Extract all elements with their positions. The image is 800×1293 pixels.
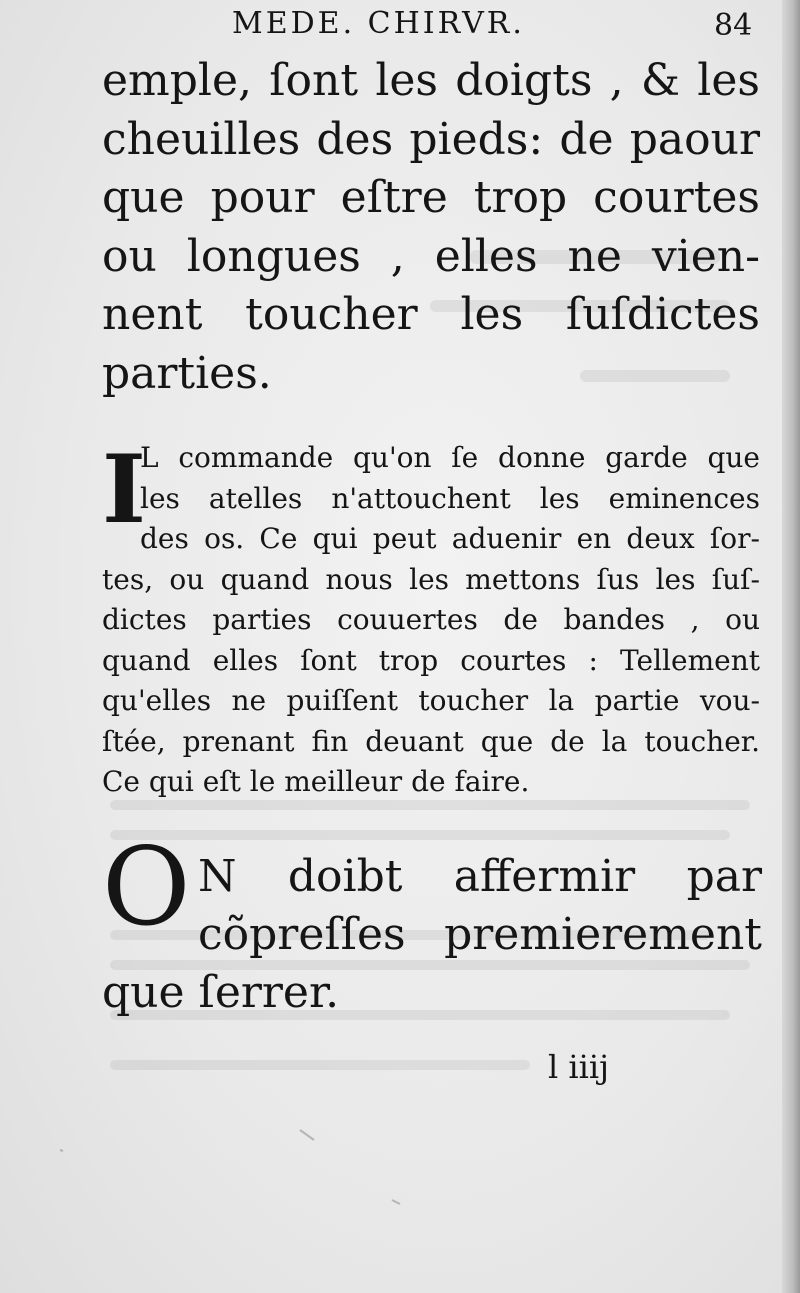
text-line: emple, ſont les doigts , & les [102,55,760,106]
text-line: qu'elles ne puiſſent toucher la partie vou- [102,684,760,717]
paragraph-2 [102,435,760,803]
text-line: tes, ou quand nous les mettons ſus les ſuſ- [102,562,760,596]
text-line: que pour eſtre trop courtes [102,172,760,223]
paragraph-3 [102,848,762,1022]
drop-capital-i: I [102,435,146,545]
page-edge-shadow [782,0,800,1293]
text-line: ſtée, prenant fin deuant que de la toucher. [102,724,760,758]
page-number: 84 [714,8,753,43]
text-line: dictes parties couuertes de bandes , ou [102,603,760,636]
text-line: parties. [102,347,272,399]
text-line: L commande qu'on ſe donne garde que [140,441,760,474]
text-line: les atelles n'attouchent les eminences [140,481,760,515]
text-line: cheuilles des pieds: de paour [102,113,760,165]
text-line: ou longues , elles ne vien- [102,230,760,282]
running-head: MEDE. CHIRVR. [232,6,525,41]
signature-mark: l iiij [548,1048,610,1086]
text-line: N doibt affermir par [198,851,762,902]
text-line: quand elles ſont trop courtes : Tellement [102,643,760,677]
text-line: cõpreſſes premierement [198,909,762,960]
text-line: nent toucher les ſuſdictes [102,289,760,340]
text-line: que ſerrer. [102,967,340,1018]
drop-capital-o: O [102,825,191,950]
text-line: Ce qui eſt le meilleur de faire. [102,765,530,798]
paragraph-1 [102,52,760,403]
text-line: des os. Ce qui peut aduenir en deux ſor- [140,522,760,555]
